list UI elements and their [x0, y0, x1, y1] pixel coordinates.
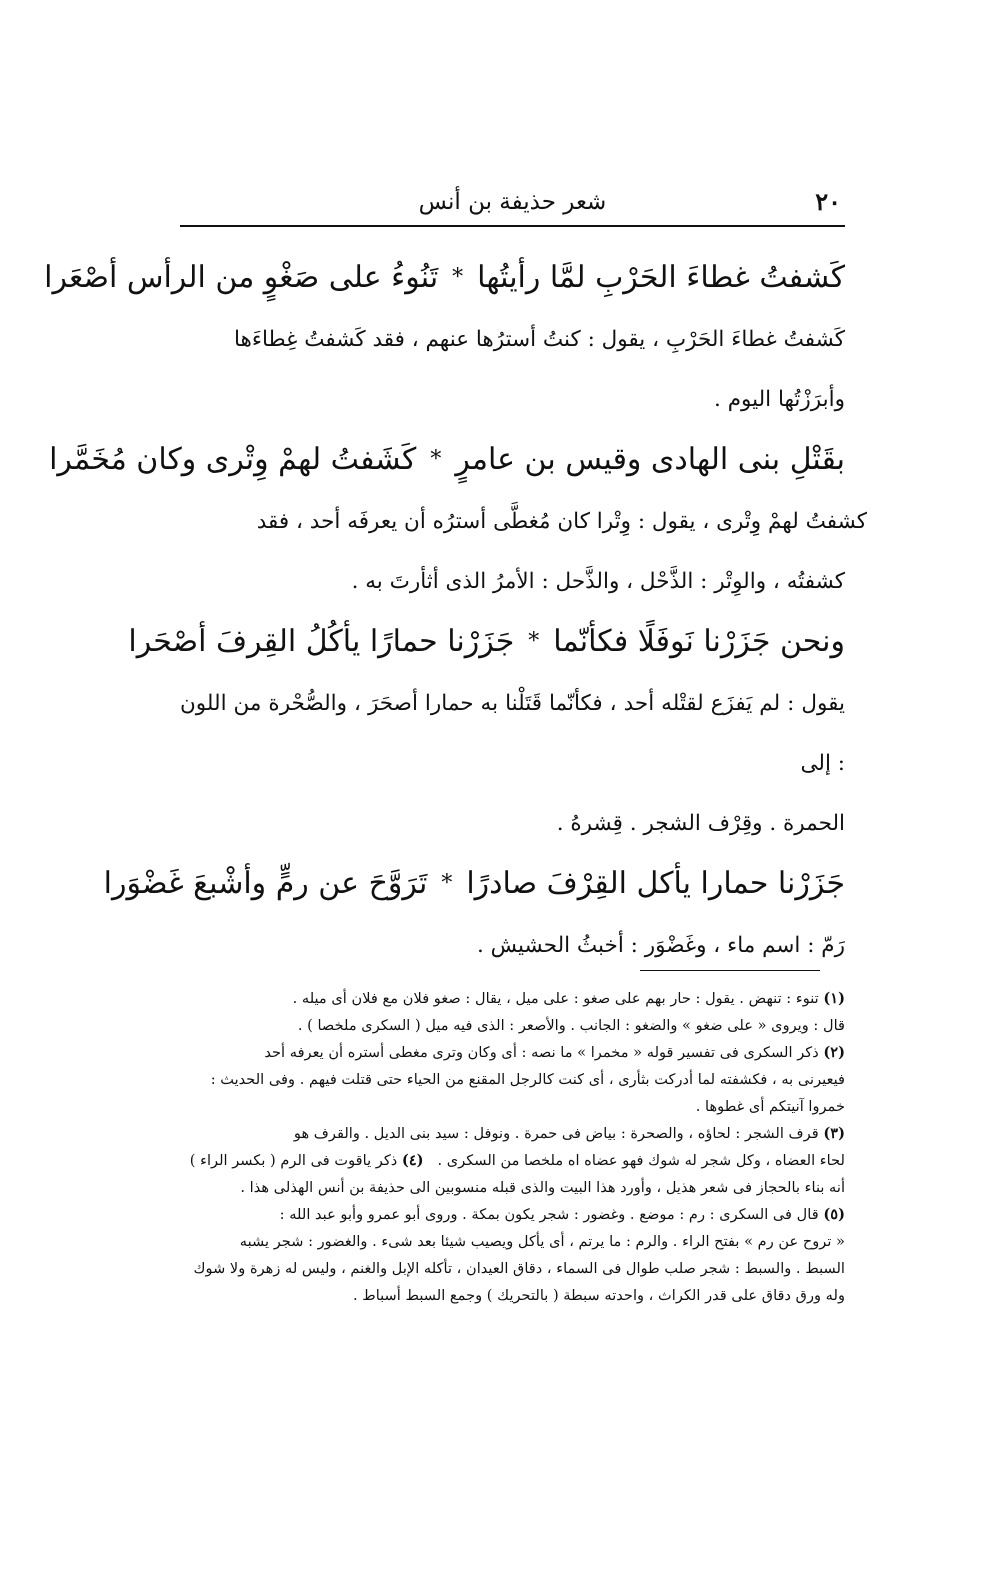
verse-3-second-hemistich: جَزَرْنا حمارًا يأكُلُ القِرفَ أصْحَرا — [128, 624, 515, 659]
footnote-line: السبط . والسبط : شجر صلب طوال فى السماء ، دقاق العيدان ، تأكله الإبل والغنم ، وليس له زهرة ولا شوك — [193, 1260, 845, 1277]
commentary-line: وأبرَزْتُها اليوم . — [714, 387, 845, 412]
verse-4 — [103, 862, 845, 906]
commentary-line: كشفتُه ، والوِتْر : الذَّحْل ، والذَّحل : الأمرُ الذى أثأرتَ به . — [351, 569, 845, 594]
footnotes — [180, 985, 845, 1309]
commentary-1 — [180, 310, 845, 430]
footnote-text: قرف الشجر : لحاؤه ، والصحرة : بياض فى حمرة . ونوفل : سيد بنى الديل . والقرف هو — [293, 1125, 819, 1142]
footnote-text: تنوء : تنهض . يقول : حار بهم على صغو : على ميل ، يقال : صغو فلان مع فلان أى ميله . — [292, 990, 819, 1007]
commentary-line: يقول : لم يَفزَع لقتْله أحد ، فكأنّما قَتَلْنا به حمارا أصحَرَ ، والصُّحْرة من اللون : إلى — [180, 691, 845, 776]
footnote-text: لحاء العضاه ، وكل شجر له شوك فهو عضاه اه ملخصا من السكرى . — [437, 1152, 845, 1169]
main-text — [44, 248, 867, 980]
footnote-line: خمروا آنيتكم أى غطوها . — [695, 1098, 845, 1115]
footnote-line: قال : ويروى « على ضغو » والضغو : الجانب . والأصعر : الذى فيه ميل ( السكرى ملخصا ) . — [297, 1017, 845, 1034]
commentary-line: رَمّ : اسم ماء ، وغَضْوَر : أخبثُ الحشيش . — [476, 933, 845, 958]
footnote-line — [180, 1147, 845, 1174]
footnote-number: (٤) — [401, 1152, 424, 1169]
running-header — [180, 185, 845, 227]
verse-separator: * — [441, 871, 453, 896]
footnote-text: ذكر ياقوت فى الرم ( بكسر الراء ) — [189, 1152, 398, 1169]
footnote-number: (٣) — [823, 1125, 845, 1142]
verse-1-first-hemistich: كَشفتُ غطاءَ الحَرْبِ لمَّا رأيتُها — [477, 260, 845, 295]
footnote-5 — [180, 1201, 845, 1228]
footnote-number: (١) — [823, 990, 845, 1007]
verse-2-second-hemistich: كَشَفتُ لهمْ وِتْرى وكان مُخَمَّرا — [49, 442, 417, 477]
page-number: ٢٠ — [815, 187, 841, 216]
verse-2 — [49, 438, 845, 482]
commentary-2 — [180, 492, 867, 612]
footnote-separator — [640, 970, 820, 971]
footnote-line: أنه بناء بالحجاز فى شعر هذيل ، وأورد هذا البيت والذى قبله منسوبين الى حذيفة بن أنس الهذلى هذا . — [240, 1179, 845, 1196]
verse-3 — [128, 620, 845, 664]
commentary-3 — [180, 674, 845, 854]
verse-separator: * — [430, 447, 442, 472]
footnote-text: قال فى السكرى : رم : موضع . وغضور : شجر يكون بمكة . وروى أبو عمرو وأبو عبد الله : — [279, 1206, 819, 1223]
footnote-2 — [180, 1039, 845, 1066]
verse-1-second-hemistich: تَنُوءُ على صَغْوٍ من الرأس أصْعَرا — [44, 260, 439, 295]
commentary-4 — [180, 916, 845, 976]
verse-3-first-hemistich: ونحن جَزَرْنا نَوفَلًا فكأنّما — [553, 624, 845, 659]
commentary-line: كَشفتُ غطاءَ الحَرْبِ ، يقول : كنتُ أسترُها عنهم ، فقد كَشفتُ غِطاءَها — [233, 327, 845, 352]
footnote-line: فيعيرنى به ، فكشفته لما أدركت بثأرى ، أى كنت كالرجل المقنع من الحياء حتى قتلت فيهم . وفى الحديث : — [210, 1071, 845, 1088]
footnote-line: وله ورق دقاق على قدر الكراث ، واحدته سبطة ( بالتحريك ) وجمع السبط أسباط . — [352, 1287, 845, 1304]
verse-4-second-hemistich: تَرَوَّحَ عن رمٍّ وأشْبعَ غَضْوَرا — [103, 866, 428, 901]
footnote-line: « تروح عن رم » بفتح الراء . والرم : ما يرتم ، أى يأكل ويصيب شيئا بعد شىء . والغضور : شجر يشبه — [239, 1233, 845, 1250]
verse-2-first-hemistich: بقَتْلِ بنى الهادى وقيس بن عامرٍ — [455, 442, 845, 477]
commentary-line: الحمرة . وقِرْف الشجر . قِشرهُ . — [556, 811, 845, 836]
commentary-line: كشفتُ لهمْ وِتْرى ، يقول : وِتْرا كان مُغطَّى أسترُه أن يعرفَه أحد ، فقد — [256, 509, 867, 534]
footnote-text: ذكر السكرى فى تفسير قوله « مخمرا » ما نصه : أى وكان وترى مغطى أستره أن يعرفه أحد — [264, 1044, 819, 1061]
footnote-number: (٢) — [823, 1044, 845, 1061]
footnote-number: (٥) — [823, 1206, 845, 1223]
verse-separator: * — [452, 265, 464, 290]
running-title: شعر حذيفة بن أنس — [418, 189, 607, 215]
verse-4-first-hemistich: جَزَرْنا حمارا يأكل القِرْفَ صادرًا — [466, 866, 845, 901]
verse-1 — [44, 256, 845, 300]
verse-separator: * — [528, 629, 540, 654]
footnote-1 — [180, 985, 845, 1012]
footnote-3 — [180, 1120, 845, 1147]
